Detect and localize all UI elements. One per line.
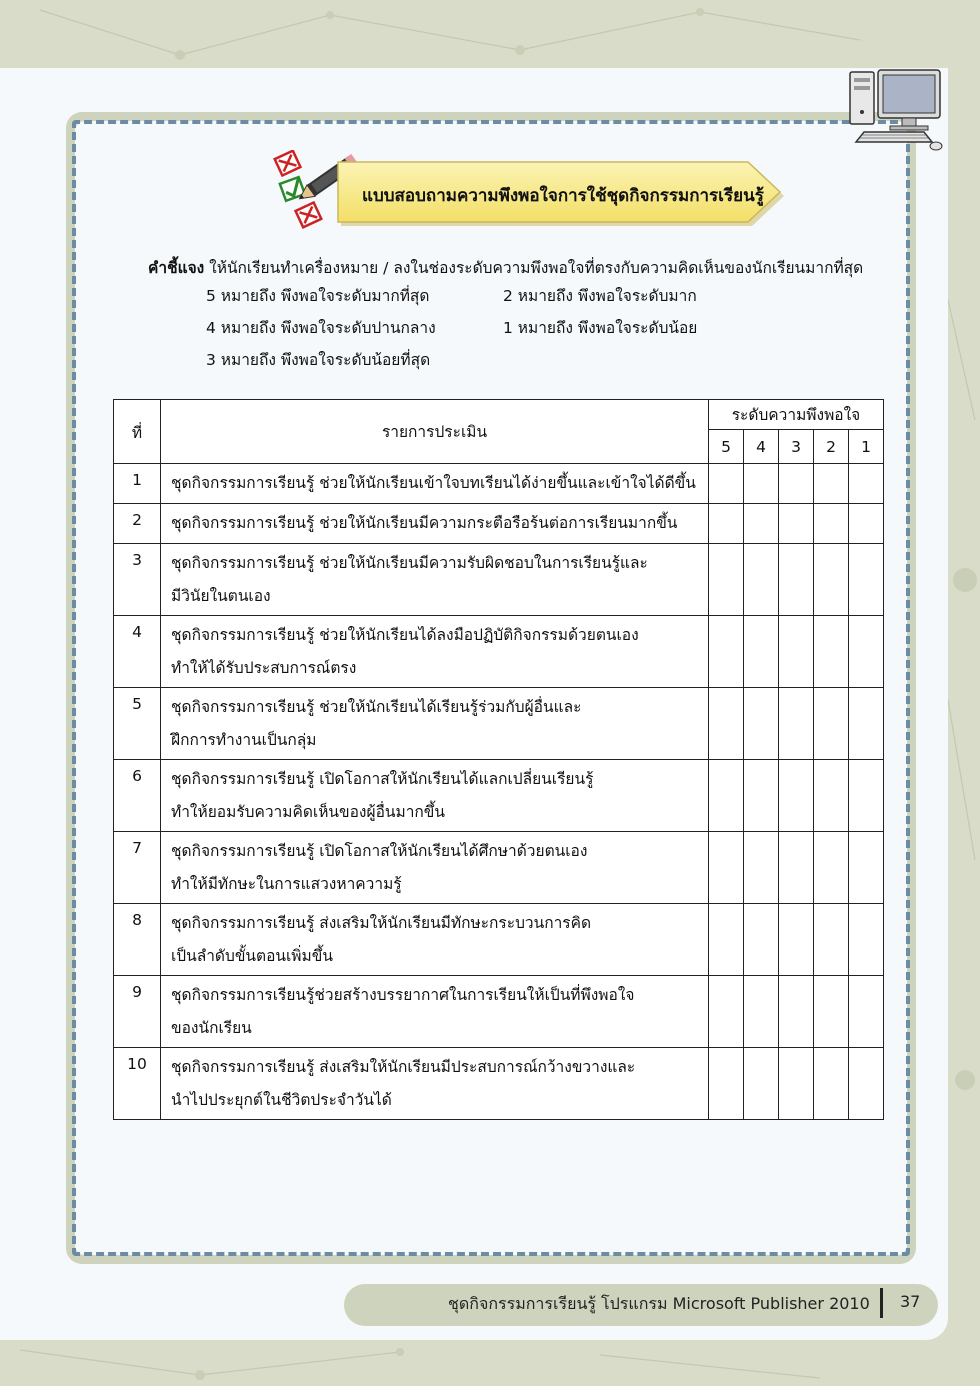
rating-cell[interactable] [744,544,779,616]
row-item-line: ฝึกการทำงานเป็นกลุ่ม [171,730,317,749]
rating-cell[interactable] [709,760,744,832]
rating-cell[interactable] [849,504,884,544]
rating-cell[interactable] [709,464,744,504]
rating-cell[interactable] [814,760,849,832]
table-row [114,760,884,832]
table-row [114,832,884,904]
rating-cell[interactable] [744,832,779,904]
rating-cell[interactable] [744,1048,779,1120]
rating-cell[interactable] [849,904,884,976]
legend-right [503,280,697,344]
legend-item: 1 หมายถึง พึงพอใจระดับน้อย [503,319,698,337]
row-item-line: มีวินัยในตนเอง [171,586,271,605]
row-item-line: ชุดกิจกรรมการเรียนรู้ ช่วยให้นักเรียนมีความกระตือรือร้นต่อการเรียนมากขึ้น [171,514,678,533]
header-level-1: 1 [849,430,884,464]
table-row [114,544,884,616]
rating-cell[interactable] [744,976,779,1048]
row-item-line: ชุดกิจกรรมการเรียนรู้ เปิดโอกาสให้นักเรียนได้แลกเปลี่ยนเรียนรู้ [171,770,594,788]
rating-cell[interactable] [779,832,814,904]
satisfaction-table [113,399,884,1120]
legend-item: 2 หมายถึง พึงพอใจระดับมาก [503,287,697,305]
row-number: 5 [114,688,161,760]
table-row [114,1048,884,1120]
rating-cell[interactable] [744,464,779,504]
rating-cell[interactable] [779,504,814,544]
row-item-line: ชุดกิจกรรมการเรียนรู้ ส่งเสริมให้นักเรียนมีทักษะกระบวนการคิด [171,914,592,932]
header-item: รายการประเมิน [161,400,709,464]
instructions-text: ให้นักเรียนทำเครื่องหมาย / ลงในช่องระดับความพึงพอใจที่ตรงกับความคิดเห็นของนักเรียนมากที่สุด [204,259,864,277]
rating-cell[interactable] [744,904,779,976]
row-number: 10 [114,1048,161,1120]
rating-cell[interactable] [849,760,884,832]
rating-cell[interactable] [849,688,884,760]
instructions-label: คำชี้แจง [148,259,205,277]
title-banner [336,160,784,228]
row-item [161,504,709,544]
row-item [161,544,709,616]
rating-cell[interactable] [709,904,744,976]
computer-icon [846,66,946,154]
rating-cell[interactable] [814,904,849,976]
rating-cell[interactable] [849,464,884,504]
row-item-line: ชุดกิจกรรมการเรียนรู้ ช่วยให้นักเรียนได้เรียนรู้ร่วมกับผู้อื่นและ [171,698,582,716]
header-level-4: 4 [744,430,779,464]
rating-cell[interactable] [744,616,779,688]
row-item-line: ทำให้มีทักษะในการแสวงหาความรู้ [171,874,402,893]
row-item-line: ของนักเรียน [171,1018,252,1037]
page-number: 37 [900,1292,921,1311]
rating-cell[interactable] [779,464,814,504]
rating-cell[interactable] [709,688,744,760]
rating-cell[interactable] [779,904,814,976]
row-number: 1 [114,464,161,504]
rating-cell[interactable] [814,544,849,616]
row-item [161,1048,709,1120]
rating-cell[interactable] [814,976,849,1048]
row-item-line: นำไปประยุกต์ในชีวิตประจำวันได้ [171,1090,392,1109]
row-item-line: ชุดกิจกรรมการเรียนรู้ ช่วยให้นักเรียนเข้าใจบทเรียนได้ง่ายขึ้นและเข้าใจได้ดีขึ้น [171,474,696,493]
rating-cell[interactable] [779,688,814,760]
header-level: ระดับความพึงพอใจ [709,400,884,430]
rating-cell[interactable] [779,1048,814,1120]
table-row [114,504,884,544]
row-number: 2 [114,504,161,544]
page-title: แบบสอบถามความพึงพอใจการใช้ชุดกิจกรรมการเรียนรู้ [362,186,764,206]
row-number: 4 [114,616,161,688]
row-item [161,464,709,504]
rating-cell[interactable] [849,544,884,616]
table-row [114,616,884,688]
rating-cell[interactable] [849,976,884,1048]
row-item [161,760,709,832]
rating-cell[interactable] [709,616,744,688]
row-item [161,616,709,688]
rating-cell[interactable] [849,616,884,688]
rating-cell[interactable] [709,504,744,544]
row-item-line: ชุดกิจกรรมการเรียนรู้ช่วยสร้างบรรยากาศในการเรียนให้เป็นที่พึงพอใจ [171,986,635,1004]
row-number: 7 [114,832,161,904]
header-level-2: 2 [814,430,849,464]
row-item [161,976,709,1048]
row-item-line: ชุดกิจกรรมการเรียนรู้ ช่วยให้นักเรียนได้ลงมือปฏิบัติกิจกรรมด้วยตนเอง [171,626,639,644]
rating-cell[interactable] [709,976,744,1048]
rating-cell[interactable] [779,760,814,832]
rating-cell[interactable] [744,688,779,760]
footer-title: ชุดกิจกรรมการเรียนรู้ โปรแกรม Microsoft Publisher 2010 [448,1294,870,1313]
row-number: 6 [114,760,161,832]
row-item [161,688,709,760]
row-number: 9 [114,976,161,1048]
row-item [161,832,709,904]
table-body [114,464,884,1120]
header-no: ที่ [114,400,161,464]
row-item-line: ชุดกิจกรรมการเรียนรู้ เปิดโอกาสให้นักเรียนได้ศึกษาด้วยตนเอง [171,842,588,860]
footer-divider [880,1288,883,1318]
row-number: 3 [114,544,161,616]
row-item-line: ทำให้ยอมรับความคิดเห็นของผู้อื่นมากขึ้น [171,802,445,821]
row-item-line: ชุดกิจกรรมการเรียนรู้ ช่วยให้นักเรียนมีความรับผิดชอบในการเรียนรู้และ [171,554,648,572]
rating-cell[interactable] [779,616,814,688]
row-item-line: ชุดกิจกรรมการเรียนรู้ ส่งเสริมให้นักเรียนมีประสบการณ์กว้างขวางและ [171,1058,636,1076]
legend-item: 3 หมายถึง พึงพอใจระดับน้อยที่สุด [206,351,431,369]
rating-cell[interactable] [709,832,744,904]
rating-cell[interactable] [849,832,884,904]
legend-item: 5 หมายถึง พึงพอใจระดับมากที่สุด [206,287,430,305]
rating-cell[interactable] [814,1048,849,1120]
rating-cell[interactable] [814,464,849,504]
header-level-5: 5 [709,430,744,464]
row-item-line: เป็นลำดับขั้นตอนเพิ่มขึ้น [171,946,333,965]
row-item [161,904,709,976]
header-level-3: 3 [779,430,814,464]
rating-cell[interactable] [709,1048,744,1120]
legend-left [206,280,436,376]
row-item-line: ทำให้ได้รับประสบการณ์ตรง [171,658,357,677]
rating-cell[interactable] [709,544,744,616]
table-row [114,976,884,1048]
legend-item: 4 หมายถึง พึงพอใจระดับปานกลาง [206,319,436,337]
rating-cell[interactable] [814,688,849,760]
row-number: 8 [114,904,161,976]
rating-cell[interactable] [744,760,779,832]
table-row [114,464,884,504]
table-row [114,904,884,976]
rating-cell[interactable] [744,504,779,544]
rating-cell[interactable] [849,1048,884,1120]
rating-cell[interactable] [779,976,814,1048]
rating-cell[interactable] [814,616,849,688]
rating-cell[interactable] [779,544,814,616]
table-row [114,688,884,760]
rating-cell[interactable] [814,832,849,904]
rating-cell[interactable] [814,504,849,544]
